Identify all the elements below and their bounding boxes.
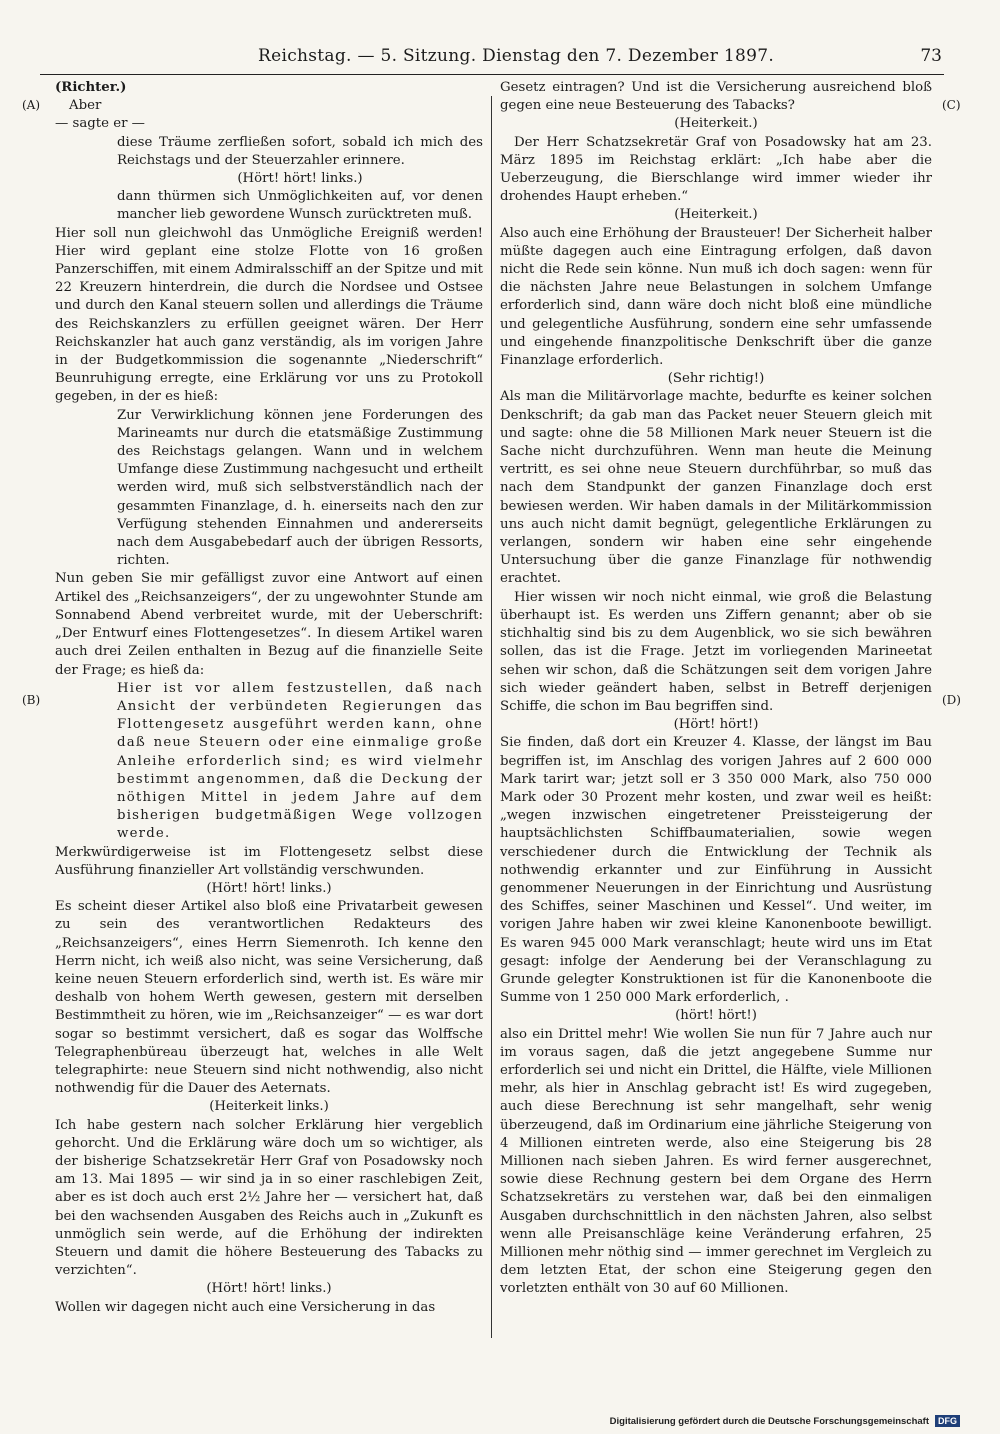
paragraph: Ich habe gestern nach solcher Erklärung hier vergeblich gehorcht. Und die Erklärung wäre doch um so wichtiger, als der bisherige Schatzsekretär Herr Graf von Posadowsky noch am 13. Mai 1895 — wir sind ja in so einer raschlebigen Zeit, aber es ist doch auch erst 2½ Jahre her — versichert hat, daß bei den wachsenden Ausgaben des Reichs auch in „Zukunft es unmöglich sein werde, auf die Erhöhung der indirekten Steuern und damit die höhere Besteuerung des Tabacks zu verzichten“. [55,1117,483,1279]
paragraph: Der Herr Schatzsekretär Graf von Posadowsky hat am 23. März 1895 im Reichstag erklärt: „Ich habe aber die Ueberzeugung, die Bierschlange wird immer wieder ihr drohendes Haupt erheben.“ [500,134,932,205]
paragraph: Hier wissen wir noch nicht einmal, wie groß die Belastung überhaupt ist. Es werden uns Ziffern genannt; aber ob sie stichhaltig sind bis zu dem Augenblick, wo sie sich bewähren sollen, das ist die Frage. Jetzt im vorliegenden Marineetat sehen wir schon, daß die Schätzungen seit dem vorigen Jahre sich wieder geändert haben, selbst in Betreff derjenigen Schiffe, die schon im Bau begriffen sind. [500,589,932,714]
margin-letter-d: (D) [942,693,961,707]
paragraph: — sagte er — [55,116,145,132]
column-rule [491,96,492,1338]
interjection: (hört! hört!) [675,1008,757,1024]
paragraph: Es scheint dieser Artikel also bloß eine Privatarbeit gewesen zu sein des verantwortlichen Redakteurs des „Reichsanzeigers“, eines Herrn Siemenroth. Ich kenne den Herrn nicht, ich weiß also nicht, was seine Versicherung, daß keine neuen Steuern erforderlich sind, werth ist. Es wäre mir deshalb von hohem Werth gewesen, gestern mit derselben Bestimmtheit zu hören, wie im „Reichsanzeiger“ — es war dort sogar so bestimmt versichert, daß es sogar das Wolffsche Telegraphenbüreau überzeugt hat, welches in alle Welt telegraphirte: neue Steuern sind nicht nothwendig, also nicht nothwendig für die Dauer des Aeternats. [55,899,483,1097]
paragraph: Nun geben Sie mir gefälligst zuvor eine Antwort auf einen Artikel des „Reichsanzeigers“, der zu ungewohnter Stunde am Sonnabend Abend verbreitet wurde, mit der Ueberschrift: „Der Entwurf eines Flottengesetzes“. In diesem Artikel waren auch drei Zeilen enthalten in Bezug auf die finanzielle Seite der Frage; es hieß da: [55,571,483,678]
interjection: (Hört! hört! links.) [206,880,332,896]
quote-text: dann thürmen sich Unmöglichkeiten auf, vor denen mancher lieb gewordene Wunsch zurücktreten muß. [117,189,483,223]
footer-text: Digitalisierung gefördert durch die Deutsche Forschungsgemeinschaft [609,1415,929,1427]
right-column [500,79,932,1299]
dfg-logo-icon: DFG [935,1415,960,1427]
page-header [40,44,944,75]
paragraph: Gesetz eintragen? Und ist die Versicherung ausreichend bloß gegen eine neue Besteuerung des Tabacks? [500,80,932,114]
paragraph: Wollen wir dagegen nicht auch eine Versicherung in das [55,1299,436,1315]
left-column [55,79,483,1317]
quote-text: diese Träume zerfließen sofort, sobald ich mich des Reichstags und der Steuerzahler erinnere. [117,134,483,168]
paragraph: Merkwürdigerweise ist im Flottengesetz selbst diese Ausführung finanzieller Art vollständig verschwunden. [55,844,483,878]
interjection: (Heiterkeit links.) [209,1099,329,1115]
interjection: (Hört! hört! links.) [206,1281,332,1297]
footer-credit [610,1415,960,1427]
quote-text: Hier ist vor allem festzustellen, daß nach Ansicht der verbündeten Regierungen das Flottengesetz ausgeführt werden kann, ohne daß neue Steuern oder eine einmalige große Anleihe erforderlich sind; es wird vielmehr bestimmt angenommen, daß die Deckung der nöthigen Mittel in jedem Jahre auf dem bisherigen budgetmäßigen Wege vollzogen werde. [117,680,483,842]
paragraph: Also auch eine Erhöhung der Brausteuer! Der Sicherheit halber müßte dagegen auch eine Eintragung erfolgen, daß davon nicht die Rede sein könne. Nun muß ich doch sagen: wenn für die nächsten Jahre neue Belastungen in solchem Umfange erforderlich sind, dann wäre doch nicht bloß eine mündliche und gelegentliche Ausführung, sondern eine sehr umfassende und eingehende finanzpolitische Denkschrift über die ganze Finanzlage erforderlich. [500,225,932,369]
block-quote [55,134,483,225]
interjection: (Hört! hört!) [673,717,759,733]
block-quote [55,407,483,571]
speaker-name: (Richter.) [55,80,127,95]
margin-letter-c: (C) [942,98,961,112]
interjection: (Hört! hört! links.) [237,171,363,187]
block-quote [55,680,483,844]
quote-text: Zur Verwirklichung können jene Forderungen des Marineamts nur durch die etatsmäßige Zustimmung des Reichstags gelangen. Wann und in welchem Umfange diese Zustimmung nachgesucht und ertheilt werden wird, muß sich selbstverständlich nach der gesammten Finanzlage, d. h. einerseits nach den zur Verfügung stehenden Einnahmen und andererseits nach dem Ausgabebedarf auch der übrigen Ressorts, richten. [117,407,483,569]
running-title: Reichstag. — 5. Sitzung. Dienstag den 7. Dezember 1897. [258,46,775,66]
margin-letter-a: (A) [22,98,41,112]
margin-letter-b: (B) [22,693,41,707]
paragraph: Als man die Militärvorlage machte, bedurfte es keiner solchen Denkschrift; da gab man das Packet neuer Steuern gleich mit und sagte: ohne die 58 Millionen Mark neuer Steuern ist die Sache nicht durchzuführen. Wenn man heute die Meinung vertritt, es sei ohne neue Steuern durchführbar, so muß das nach dem Standpunkt der ganzen Finanzlage doch erst bewiesen werden. Wir haben damals in der Militärkommission uns auch nicht damit begnügt, gelegentliche Erklärungen zu verlangen, sondern wir haben eine sehr eingehende Untersuchung über die ganze Finanzlage für nothwendig erachtet. [500,389,932,587]
paragraph: Hier soll nun gleichwohl das Unmögliche Ereigniß werden! Hier wird geplant eine stolze Flotte von 16 großen Panzerschiffen, mit einem Admiralsschiff an der Spitze und mit 22 Kreuzern hinterdrein, die durch die Nordsee und Ostsee und durch den Kanal steuern sollen und allerdings die Träume des Reichskanzlers zu erfüllen geeignet wären. Der Herr Reichskanzler hat auch ganz verständig, als im vorigen Jahre in der Budgetkommission die sogenannte „Niederschrift“ Beunruhigung erregte, eine Erklärung vor uns zu Protokoll gegeben, in der es hieß: [55,225,483,405]
page-number: 73 [920,46,942,66]
paragraph: also ein Drittel mehr! Wie wollen Sie nun für 7 Jahre auch nur im voraus sagen, daß die jetzt angegebene Summe nur erforderlich sei und nicht ein Drittel, die Hälfte, viele Millionen mehr, als hier in Anschlag gebracht ist! Es wird zugegeben, auch diese Berechnung ist sehr mangelhaft, sehr wenig überzeugend, daß im Ordinarium eine jährliche Steigerung von 4 Millionen eintreten werde, also eine Steigerung bis 28 Millionen nach sieben Jahren. Es wird ferner ausgerechnet, sowie diese Rechnung gestern bei dem Organe des Herrn Schatzsekretärs zu verstehen war, daß bei den einmaligen Ausgaben durchschnittlich in den nächsten Jahren, also selbst wenn alle Preisanschläge keine Veränderung erfahren, 25 Millionen mehr nöthig sind — immer gerechnet im Vergleich zu dem letzten Etat, der schon eine Steigerung gegen den vorletzten enthält von 30 auf 60 Millionen. [500,1026,932,1297]
paragraph: Aber [69,98,102,114]
interjection: (Sehr richtig!) [667,371,765,387]
interjection: (Heiterkeit.) [674,207,758,223]
interjection: (Heiterkeit.) [674,116,758,132]
paragraph: Sie finden, daß dort ein Kreuzer 4. Klasse, der längst im Bau begriffen ist, im Anschlag des vorigen Jahres auf 2 600 000 Mark tarirt war; jetzt soll er 3 350 000 Mark, also 750 000 Mark oder 30 Prozent mehr kosten, und zwar weil es heißt: „wegen inzwischen eingetretener Preissteigerung der hauptsächlichsten Schiffbaumaterialien, sowie wegen verschiedener durch die Entwicklung der Technik als nothwendig erkannter und zur Einführung in Aussicht genommener Neuerungen in der Einrichtung und Ausrüstung des Schiffes, seiner Maschinen und Kessel“. Und weiter, im vorigen Jahre haben wir zwei kleine Kanonenboote bewilligt. Es waren 945 000 Mark veranschlagt; heute wird uns im Etat gesagt: infolge der Aenderung bei der Veranschlagung zu Grunde gelegter Konstruktionen ist für die Kanonenboote die Summe von 1 250 000 Mark erforderlich, . [500,735,932,1006]
